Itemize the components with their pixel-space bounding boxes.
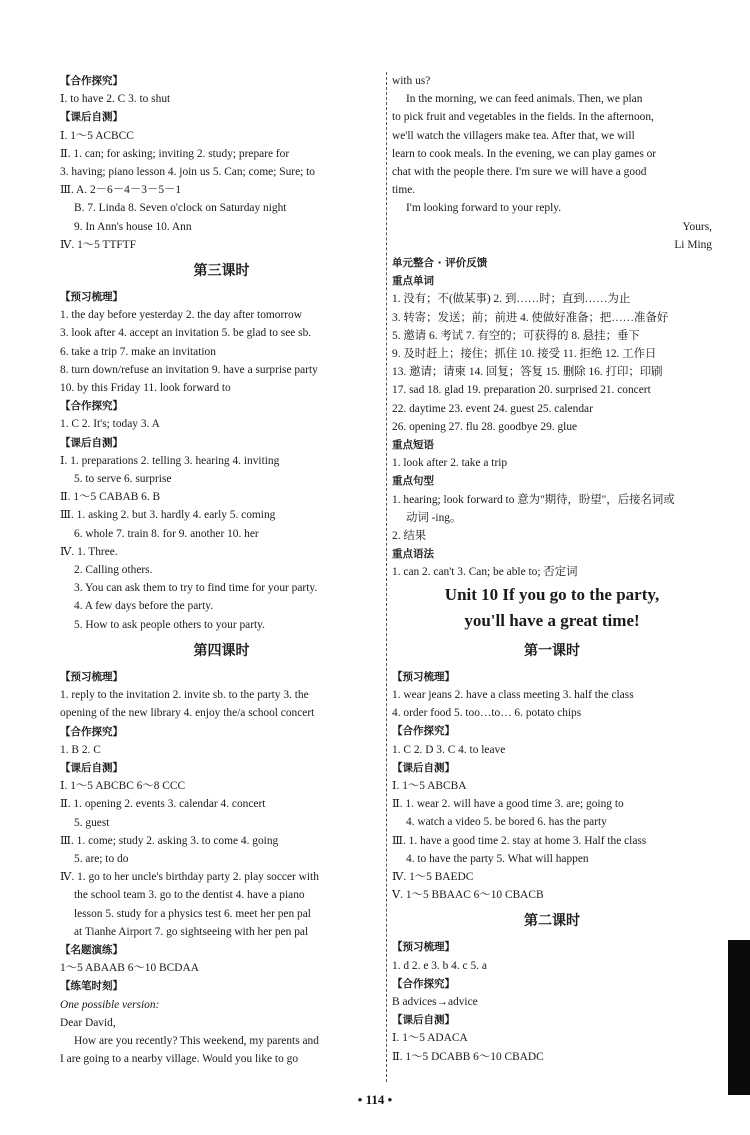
- section-heading: 【合作探究】: [392, 725, 455, 738]
- answer-line: Yours,: [682, 220, 712, 233]
- answer-line: Ⅱ. 1. wear 2. will have a good time 3. are; going to: [392, 798, 624, 811]
- answer-line: 26. opening 27. flu 28. goodbye 29. glue: [392, 420, 578, 433]
- answer-line: 动词 -ing。: [406, 511, 462, 524]
- edge-tab-bar: [728, 940, 750, 1095]
- answer-line: 9. In Ann's house 10. Ann: [74, 220, 192, 233]
- answer-line: Ⅲ. 1. come; study 2. asking 3. to come 4. going: [60, 834, 279, 847]
- right-column: [392, 72, 712, 1066]
- answer-line: 4. watch a video 5. be bored 6. has the party: [406, 816, 607, 829]
- answer-line: 1. d 2. e 3. b 4. c 5. a: [392, 959, 487, 972]
- section-heading: 【合作探究】: [392, 977, 455, 990]
- answer-line: 9. 及时赶上；接住；抓住 10. 接受 11. 拒绝 12. 工作日: [392, 348, 657, 361]
- answer-line: time.: [392, 184, 416, 197]
- answer-line: Ⅰ. to have 2. C 3. to shut: [60, 93, 171, 106]
- answer-line: at Tianhe Airport 7. go sightseeing with her pen pal: [74, 925, 309, 938]
- answer-line: Ⅰ. 1. preparations 2. telling 3. hearing 4. inviting: [60, 454, 280, 467]
- answer-line: 17. sad 18. glad 19. preparation 20. surprised 21. concert: [392, 384, 651, 397]
- answer-line: with us?: [392, 75, 431, 87]
- answer-line: 10. by this Friday 11. look forward to: [60, 382, 231, 395]
- lesson-title: 第四课时: [193, 642, 250, 659]
- answer-line: 1. the day before yesterday 2. the day after tomorrow: [60, 309, 302, 322]
- answer-line: Ⅱ. 1～5 DCABB 6～10 CBADC: [392, 1050, 544, 1063]
- answer-line: Ⅲ. A. 2－6－4－3－5－1: [60, 184, 182, 197]
- answer-line: opening of the new library 4. enjoy the/a school concert: [60, 707, 315, 720]
- answer-line: 1. hearing; look forward to 意为"期待，盼望"，后接名词或: [392, 493, 675, 506]
- section-heading: 【预习梳理】: [60, 291, 123, 304]
- unit-title: you'll have a great time!: [464, 610, 640, 630]
- answer-line: 1. 没有；不(做某事) 2. 到……时；直到……为止: [392, 293, 631, 306]
- answer-line: to pick fruit and vegetables in the fields. In the afternoon,: [392, 111, 654, 124]
- answer-line: Ⅳ. 1～5 BAEDC: [392, 870, 474, 883]
- answer-line: 5. to serve 6. surprise: [74, 473, 172, 486]
- answer-line: Ⅰ. 1～5 ABCBA: [392, 779, 467, 792]
- answer-line: 4. order food 5. too…to… 6. potato chips: [392, 707, 582, 720]
- answer-line: 3. 转寄；发送；前；前进 4. 使做好准备；把……准备好: [392, 311, 669, 324]
- section-heading: 【课后自测】: [392, 1014, 455, 1027]
- section-heading: 重点单词: [392, 275, 434, 288]
- left-column: [60, 72, 383, 1068]
- section-heading: 重点句型: [392, 475, 434, 488]
- answer-line: 3. look after 4. accept an invitation 5. be glad to see sb.: [60, 327, 312, 340]
- answer-line: Ⅱ. 1. opening 2. events 3. calendar 4. concert: [60, 798, 266, 811]
- answer-line: One possible version:: [60, 998, 160, 1011]
- answer-line: Ⅰ. 1～5 ABCBC 6～8 CCC: [60, 780, 186, 793]
- answer-line: Ⅲ. 1. have a good time 2. stay at home 3. Half the class: [392, 834, 647, 847]
- answer-line: Ⅳ. 1. Three.: [60, 545, 118, 558]
- answer-line: 1～5 ABAAB 6～10 BCDAA: [60, 962, 199, 975]
- answer-line: Ⅱ. 1. can; for asking; inviting 2. study; prepare for: [60, 147, 290, 160]
- answer-line: 1. wear jeans 2. have a class meeting 3. half the class: [392, 688, 634, 701]
- answer-line: Ⅳ. 1～5 TTFTF: [60, 238, 137, 251]
- answer-line: 6. take a trip 7. make an invitation: [60, 345, 216, 358]
- section-heading: 【预习梳理】: [60, 670, 123, 683]
- answer-line: Ⅰ. 1～5 ADACA: [392, 1032, 468, 1045]
- answer-line: Ⅳ. 1. go to her uncle's birthday party 2. play soccer with: [60, 871, 319, 884]
- unit-title: Unit 10 If you go to the party,: [444, 584, 660, 604]
- answer-line: Dear David,: [60, 1016, 116, 1029]
- answer-line: 1. look after 2. take a trip: [392, 457, 508, 470]
- answer-line: B advices→advice: [392, 995, 478, 1008]
- section-heading: 【练笔时刻】: [60, 980, 123, 993]
- lesson-title: 第一课时: [524, 642, 580, 659]
- answer-line: 3. You can ask them to try to find time for your party.: [74, 582, 318, 595]
- answer-line: 1. B 2. C: [60, 743, 101, 756]
- answer-line: B. 7. Linda 8. Seven o'clock on Saturday night: [74, 202, 287, 215]
- page-number: • 114 •: [357, 1092, 393, 1107]
- answer-line: Ⅴ. 1～5 BBAAC 6～10 CBACB: [392, 889, 544, 902]
- section-heading: 单元整合 · 评价反馈: [392, 257, 488, 270]
- answer-line: chat with the people there. I'm sure we will have a good: [392, 166, 647, 179]
- answer-line: the school team 3. go to the dentist 4. have a piano: [74, 889, 305, 902]
- lesson-title: 第二课时: [524, 913, 580, 930]
- section-heading: 重点短语: [392, 439, 434, 452]
- answer-line: Ⅱ. 1～5 CABAB 6. B: [60, 491, 161, 504]
- answer-line: Li Ming: [674, 238, 712, 251]
- answer-line: In the morning, we can feed animals. Then, we plan: [406, 93, 643, 106]
- answer-line: 1. reply to the invitation 2. invite sb. to the party 3. the: [60, 689, 309, 702]
- section-heading: 【课后自测】: [60, 436, 123, 449]
- answer-line: Ⅰ. 1～5 ACBCC: [60, 129, 134, 142]
- answer-line: Ⅲ. 1. asking 2. but 3. hardly 4. early 5. coming: [60, 509, 276, 522]
- section-heading: 【名题演练】: [60, 943, 123, 956]
- answer-line: 5. guest: [74, 816, 110, 829]
- answer-line: 1. C 2. D 3. C 4. to leave: [392, 743, 506, 756]
- section-heading: 【课后自测】: [60, 111, 123, 124]
- answer-line: 13. 邀请；请柬 14. 回复；答复 15. 删除 16. 打印；印刷: [392, 366, 663, 379]
- section-heading: 重点语法: [392, 548, 434, 561]
- answer-line: 4. to have the party 5. What will happen: [406, 852, 589, 865]
- answer-line: 1. C 2. It's; today 3. A: [60, 418, 160, 431]
- answer-line: I'm looking forward to your reply.: [406, 202, 562, 215]
- lesson-title: 第三课时: [193, 263, 250, 280]
- section-heading: 【合作探究】: [60, 75, 123, 87]
- answer-line: How are you recently? This weekend, my parents and: [74, 1034, 319, 1047]
- answer-line: 4. A few days before the party.: [74, 600, 214, 613]
- answer-line: 6. whole 7. train 8. for 9. another 10. her: [74, 527, 259, 540]
- answer-line: 8. turn down/refuse an invitation 9. have a surprise party: [60, 363, 318, 376]
- answer-line: 1. can 2. can't 3. Can; be able to; 否定词: [392, 566, 578, 579]
- answer-line: 5. How to ask people others to your party.: [74, 618, 265, 631]
- answer-line: lesson 5. study for a physics test 6. meet her pen pal: [74, 907, 311, 920]
- answer-line: 2. 结果: [392, 530, 427, 543]
- answer-line: 22. daytime 23. event 24. guest 25. calendar: [392, 402, 593, 415]
- answer-line: learn to cook meals. In the evening, we can play games or: [392, 147, 657, 160]
- section-heading: 【课后自测】: [392, 761, 455, 774]
- answer-line: we'll watch the villagers make tea. After that, we will: [392, 129, 635, 142]
- section-heading: 【预习梳理】: [392, 670, 455, 683]
- column-divider: [386, 72, 387, 1082]
- section-heading: 【预习梳理】: [392, 941, 455, 954]
- answer-line: 3. having; piano lesson 4. join us 5. Can; come; Sure; to: [60, 166, 315, 179]
- section-heading: 【合作探究】: [60, 725, 123, 738]
- section-heading: 【合作探究】: [60, 400, 123, 413]
- answer-line: 5. 邀请 6. 考试 7. 有空的；可获得的 8. 悬挂；垂下: [392, 329, 640, 342]
- answer-line: 5. are; to do: [74, 852, 129, 865]
- answer-line: 2. Calling others.: [74, 564, 153, 577]
- section-heading: 【课后自测】: [60, 761, 123, 774]
- answer-line: I are going to a nearby village. Would you like to go: [60, 1053, 299, 1066]
